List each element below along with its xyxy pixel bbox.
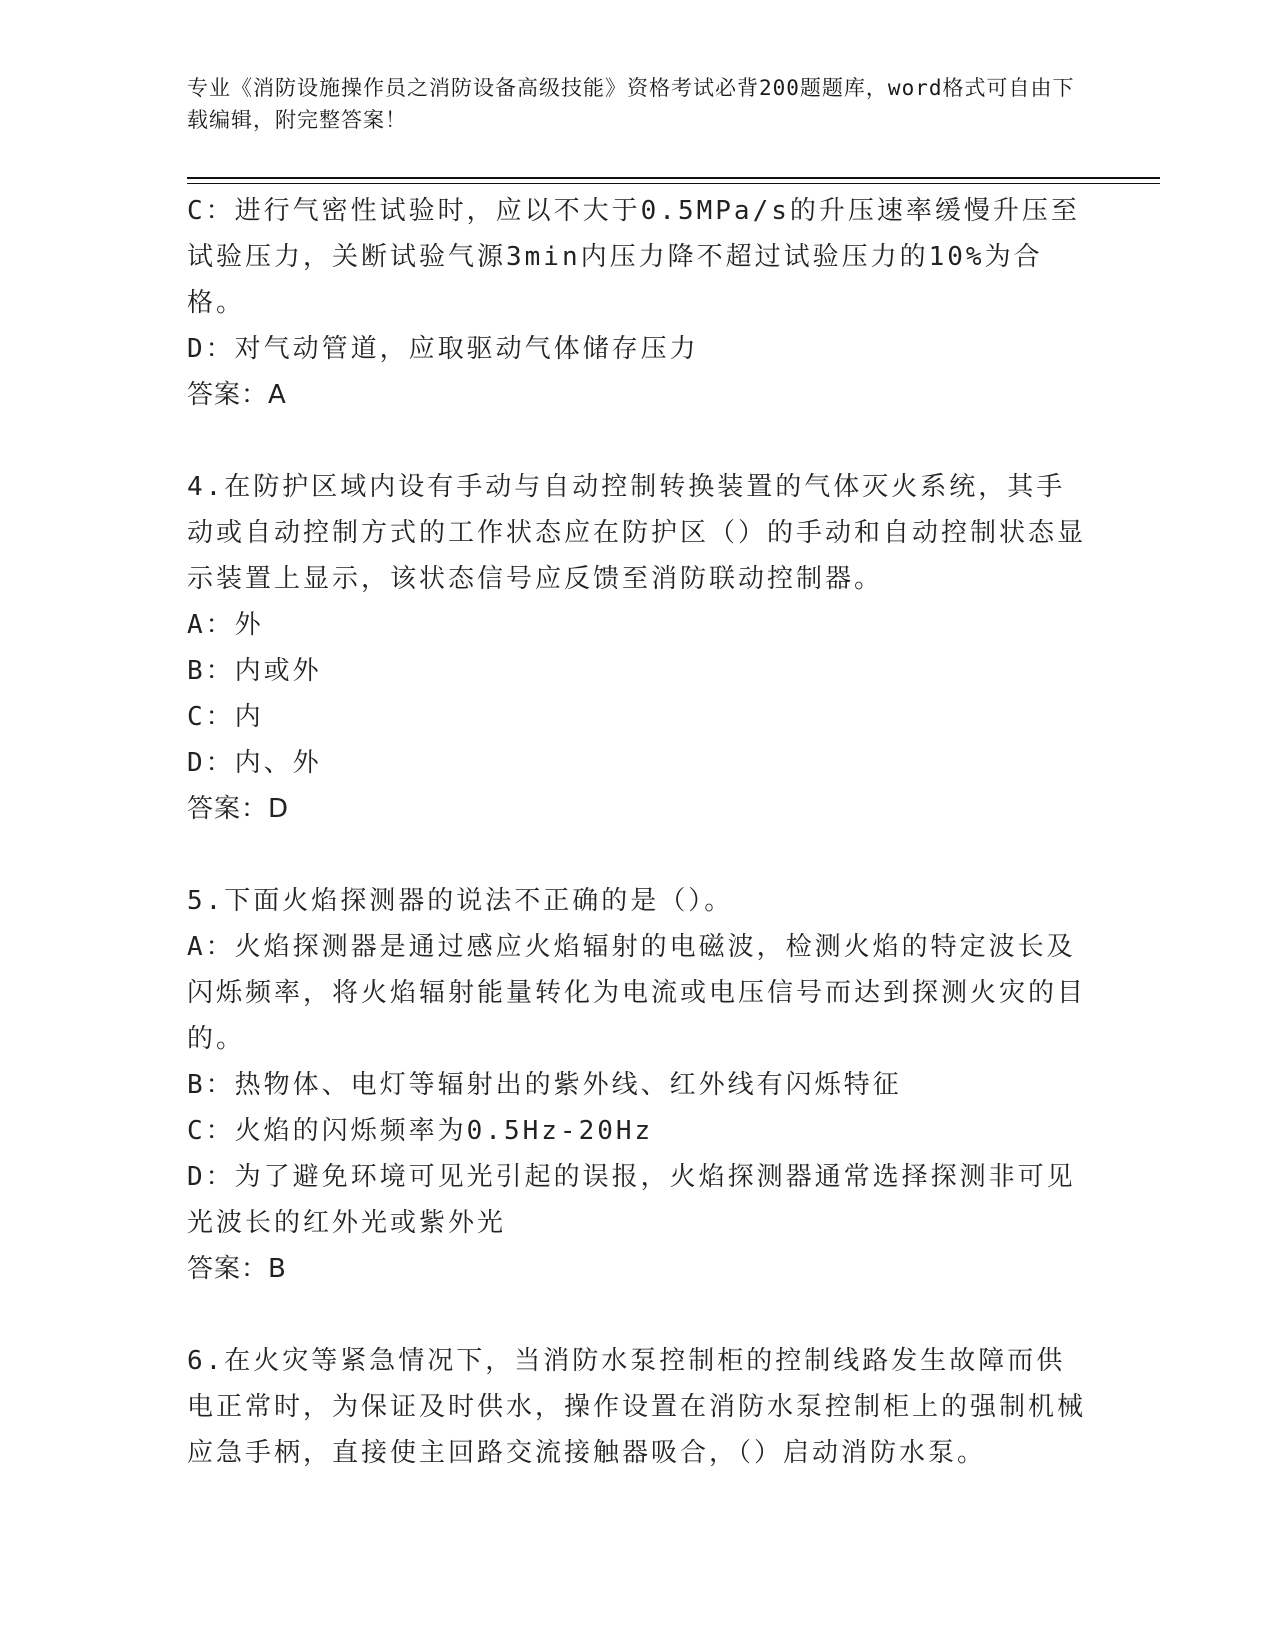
document-body <box>187 188 1087 1476</box>
question-5 <box>187 878 1087 1292</box>
question-stem: 4.在防护区域内设有手动与自动控制转换装置的气体灭火系统，其手动或自动控制方式的工作状态应在防护区（）的手动和自动控制状态显示装置上显示，该状态信号应反馈至消防联动控制器。 <box>187 472 1087 594</box>
option-b: B：热物体、电灯等辐射出的紫外线、红外线有闪烁特征 <box>187 1070 902 1100</box>
question-stem: 5.下面火焰探测器的说法不正确的是（）。 <box>187 886 734 916</box>
question-6 <box>187 1338 1087 1476</box>
option-d: D：对气动管道，应取驱动气体储存压力 <box>187 334 699 364</box>
option-a: A：火焰探测器是通过感应火焰辐射的电磁波，检测火焰的特定波长及闪烁频率，将火焰辐射能量转化为电流或电压信号而达到探测火灾的目的。 <box>187 932 1087 1054</box>
spacer <box>187 832 1087 878</box>
option-d: D：内、外 <box>187 748 322 778</box>
spacer <box>187 418 1087 464</box>
option-a: A：外 <box>187 610 264 640</box>
option-b: B：内或外 <box>187 656 322 686</box>
header-rule-thin <box>187 183 1160 184</box>
question-4 <box>187 464 1087 832</box>
option-d: D：为了避免环境可见光引起的误报，火焰探测器通常选择探测非可见光波长的红外光或紫外光 <box>187 1162 1076 1238</box>
option-c: C：火焰的闪烁频率为0.5Hz-20Hz <box>187 1116 654 1146</box>
question-stem: 6.在火灾等紧急情况下，当消防水泵控制柜的控制线路发生故障而供电正常时，为保证及时供水，操作设置在消防水泵控制柜上的强制机械应急手柄，直接使主回路交流接触器吸合，（）启动消防水泵。 <box>187 1346 1087 1468</box>
document-header: 专业《消防设施操作员之消防设备高级技能》资格考试必背200题题库，word格式可自由下载编辑，附完整答案！ <box>187 76 1075 132</box>
answer-line: 答案：B <box>187 1254 287 1284</box>
answer-line: 答案：D <box>187 794 290 824</box>
spacer <box>187 1292 1087 1338</box>
header-rule-thick <box>187 177 1160 179</box>
option-c: C：内 <box>187 702 264 732</box>
answer-line: 答案：A <box>187 380 287 410</box>
option-c: C：进行气密性试验时，应以不大于0.5MPa/s的升压速率缓慢升压至试验压力，关断试验气源3min内压力降不超过试验压力的10%为合格。 <box>187 196 1080 318</box>
